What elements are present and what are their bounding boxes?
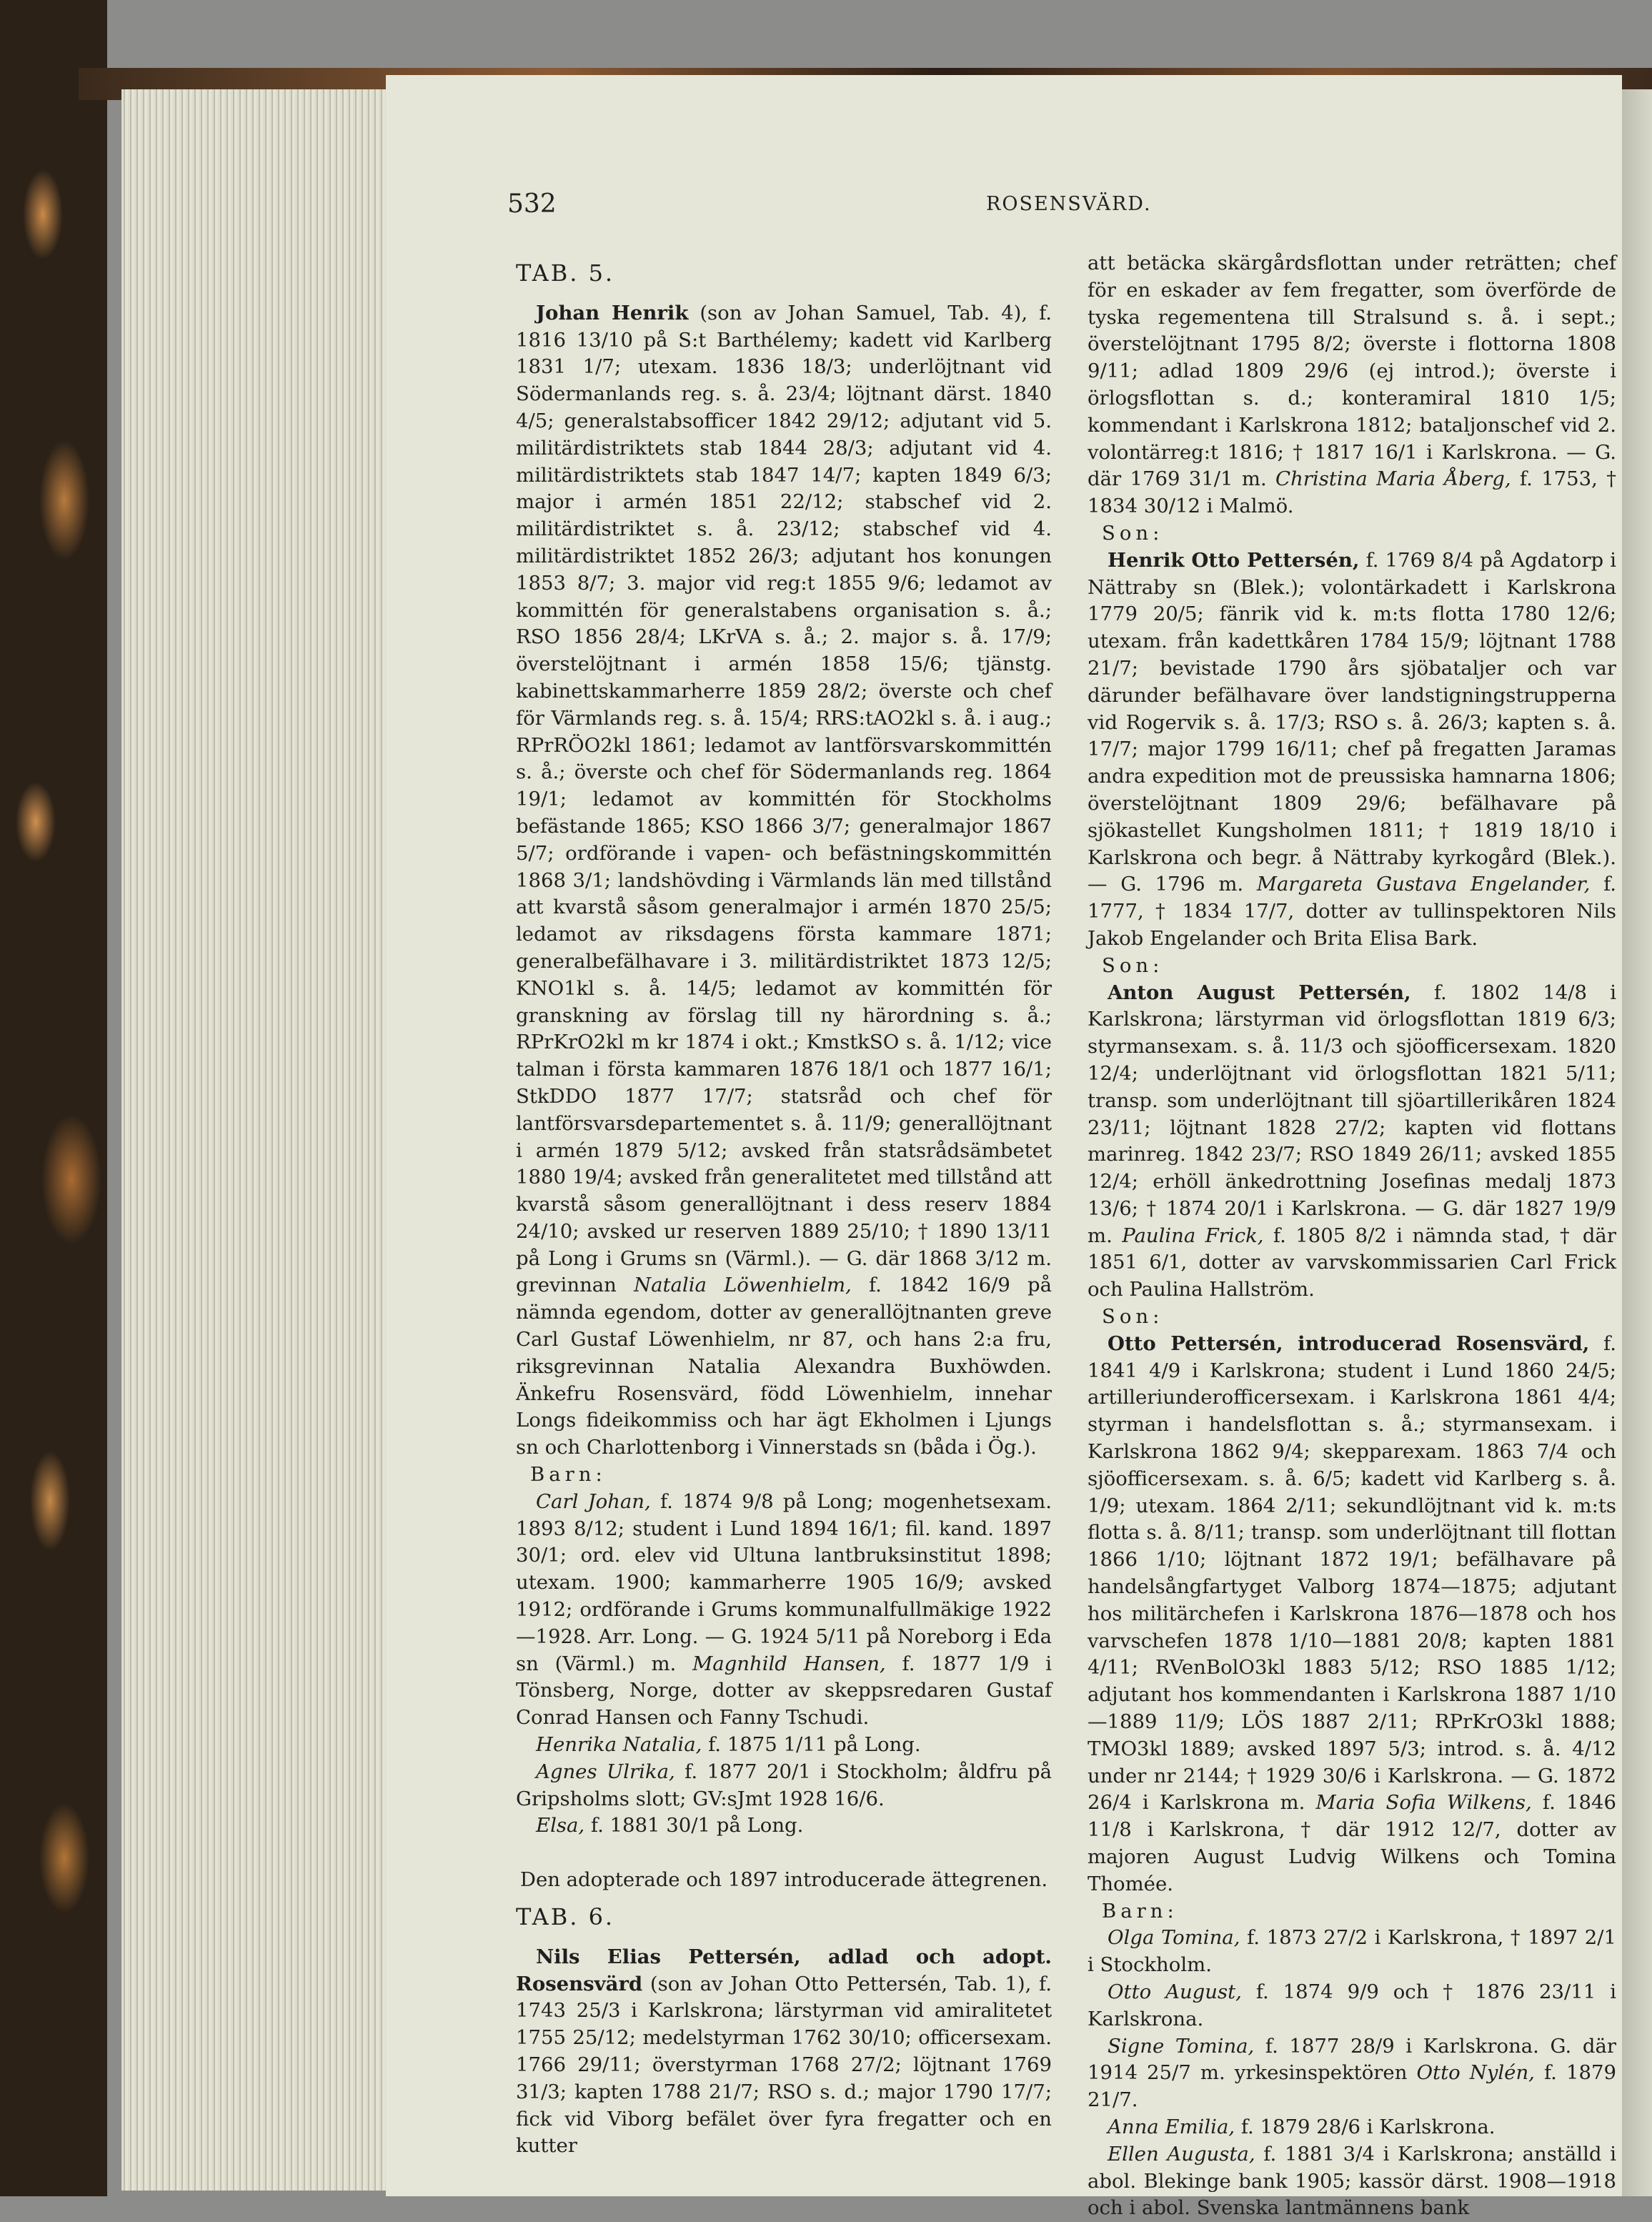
left-column xyxy=(516,250,1052,2160)
c4-text: f. 1879 28/6 i Karlskrona. xyxy=(1240,2115,1496,2138)
tab6-entry xyxy=(516,1944,1052,2160)
c1-name: Olga Tomina, xyxy=(1108,1926,1240,1950)
son-heading: Son: xyxy=(1102,1305,1164,1329)
child-entry xyxy=(1088,1925,1616,1979)
child3-name: Agnes Ulrika, xyxy=(536,1760,675,1783)
continued-wife: Christina Maria Åberg, xyxy=(1275,467,1511,491)
tab5-wife: Natalia Löwenhielm, xyxy=(634,1274,852,1297)
c2-name: Otto August, xyxy=(1108,1980,1242,2003)
tab6-person: Nils Elias Pettersén, adlad och adopt. Rosensvärd xyxy=(516,1945,1052,1995)
continued-text2: f. 1753, † 1834 30/12 i Malmö. xyxy=(1088,467,1616,518)
son3-text: f. 1841 4/9 i Karlskrona; student i Lund 1860 24/5; artilleriunderofficersexam. i Karlskrona 1861 4/4; styrman i handelsflottan s. å.; styrmansexam. i Karlskrona 1862 9/4; skepparexam. 1863 7/4 och sjöofficersexam. s. å. 6/5; kadett vid Karlberg s. å. 1/9; utexam. 1864 2/11; sekundlöjtnant vid k. m:ts flotta s. å. 8/11; transp. som underlöjtnant till flottan 1866 1/10; löjtnant 1872 19/1; befälhavare på handelsångfartyget Valborg 1874—1875; adjutant hos militärchefen i Karlskrona 1876—1878 och hos varvschefen 1878 1/10—1881 20/8; kapten 1881 4/11; RVenBolO3kl 1883 5/12; RSO 1885 1/12; adjutant hos kommendanten i Karlskrona 1887 1/10—1889 11/9; LÖS 1887 2/11; RPrKrO3kl 1888; TMO3kl 1889; avsked 1897 5/3; introd. s. å. 4/12 under nr 2144; † 1929 30/6 i Karlskrona. — G. 1872 26/4 i Karlskrona m. xyxy=(1088,1331,1616,1815)
son-heading: Son: xyxy=(1102,953,1164,977)
c3-husband: Otto Nylén, xyxy=(1416,2061,1535,2085)
son2-text: f. 1802 14/8 i Karlskrona; lärstyrman vid örlogsflottan 1819 6/3; styrmansexam. s. å. 11/3 och sjöofficersexam. 1820 12/4; underlöjtnant vid örlogsflottan 1821 5/11; transp. som underlöjtnant till sjöartillerikåren 1824 23/11; löjtnant 1828 27/2; kapten vid flottans marinreg. 1842 23/7; RSO 1849 26/11; avsked 1855 12/4; erhöll änkedrottning Josefinas medalj 1873 13/6; † 1874 20/1 i Karlskrona. — G. där 1827 19/9 m. xyxy=(1088,981,1616,1247)
continued-text: att betäcka skärgårdsflottan under reträtten; chef för en eskader av fem fregatter, som överförde de tyska regementena till Stralsund s. å. i sept.; överstelöjtnant 1795 8/2; överste i flottorna 1808 9/11; adlad 1809 29/6 (ej introd.); överste i örlogsflottan s. d.; konteramiral 1810 1/5; kommendant i Karlskrona 1812; bataljonschef vid 2. volontärreg:t 1816; † 1817 16/1 i Karlskrona. — G. där 1769 31/1 m. xyxy=(1088,252,1616,491)
page-edges xyxy=(121,89,393,2191)
son3-wife: Maria Sofia Wilkens, xyxy=(1315,1791,1532,1815)
c2-text: f. 1874 9/9 och † 1876 23/11 i Karlskrona. xyxy=(1088,1980,1616,2030)
child1-name: Carl Johan, xyxy=(536,1489,651,1513)
tab5-entry xyxy=(516,300,1052,1462)
tab5-person: Johan Henrik xyxy=(536,301,689,324)
tab5-title: TAB. 5. xyxy=(516,259,615,287)
c4-name: Anna Emilia, xyxy=(1108,2115,1235,2138)
child2-name: Henrika Natalia, xyxy=(536,1733,702,1757)
tab5-text: (son av Johan Samuel, Tab. 4), f. 1816 13/10 på S:t Barthélemy; kadett vid Karlberg 1831 1/7; utexam. 1836 18/3; underlöjtnant vid Södermanlands reg. s. å. 23/4; löjtnant därst. 1840 4/5; generalstabsofficer 1842 29/12; adjutant vid 5. militärdistriktets stab 1844 28/3; adjutant vid 4. militärdistriktets stab 1847 14/7; kapten 1849 6/3; major i armén 1851 22/12; stabschef vid 2. militärdistriktet s. å. 23/12; stabschef vid 4. militärdistriktet 1852 26/3; adjutant hos konungen 1853 8/7; 3. major vid reg:t 1855 9/6; ledamot av kommittén för generalstabens organisation s. å.; RSO 1856 28/4; LKrVA s. å.; 2. major s. å. 17/9; överstelöjtnant i armén 1858 15/6; tjänstg. kabinettskammarherre 1859 28/2; överste och chef för Värmlands reg. s. å. 15/4; RRS:tAO2kl s. å. i aug.; RPrRÖO2kl 1861; ledamot av lantförsvarskommittén s. å.; överste och chef för Södermanlands reg. 1864 19/1; ledamot av kommittén för Stockholms befästande 1865; KSO 1866 3/7; generalmajor 1867 5/7; ordförande i vapen- och befästningskommittén 1868 3/1; landshövding i Värmlands län med tillstånd att kvarstå såsom generalmajor i armén 1870 25/5; ledamot av riksdagens första kammare 1871; generalbefälhavare i 3. militärdistriktet 1873 12/5; KNO1kl s. å. 14/5; ledamot av kommittén för granskning av förslag till ny härordning s. å.; RPrKrO2kl m kr 1874 i okt.; KmstkSO s. å. 1/12; vice talman i första kammaren 1876 18/1 och 1877 16/1; StkDDO 1877 17/7; statsråd och chef för lantförsvarsdepartementet s. å. 11/9; generallöjtnant i armén 1879 5/12; avsked från statsrådsämbetet 1880 19/4; avsked från generalitetet med tillstånd att kvarstå såsom generallöjtnant i dess reserv 1884 24/10; avsked ur reserven 1889 25/10; † 1890 13/11 på Long i Grums sn (Värml.). — G. där 1868 3/12 m. grevinnan xyxy=(516,301,1053,1297)
closing-line: Den adopterade och 1897 introducerade ättegrenen. xyxy=(519,1868,1048,1892)
son1-name: Henrik Otto Pettersén, xyxy=(1108,548,1360,572)
child-entry xyxy=(1088,2141,1616,2222)
barn-heading: Barn: xyxy=(1102,1899,1178,1923)
son2-wife: Paulina Frick, xyxy=(1122,1224,1264,1247)
c3-name: Signe Tomina, xyxy=(1108,2034,1255,2058)
son1-text: f. 1769 8/4 på Agdatorp i Nättraby sn (Blek.); volontärkadett i Karlskrona 1779 20/5; fänrik vid k. m:ts flotta 1780 12/6; utexam. från kadettkåren 1784 15/9; löjtnant 1788 21/7; bevistade 1790 års sjöbataljer och var därunder befälhavare över landstigningstrupperna vid Rogervik s. å. 17/3; RSO s. å. 26/3; kapten s. å. 17/7; major 1799 16/11; chef på fregatten Jaramas andra expedition mot de preussiska hamnarna 1806; överstelöjtnant 1809 29/6; befälhavare på sjökastellet Kungsholmen 1811; † 1819 18/10 i Karlskrona och begr. å Nättraby kyrkogård (Blek.). — G. 1796 m. xyxy=(1088,548,1616,896)
c5-name: Ellen Augusta, xyxy=(1108,2142,1255,2166)
child-entry xyxy=(516,1489,1052,1732)
son2-text2: f. 1805 8/2 i nämnda stad, † där 1851 6/1, dotter av varvskommissarien Carl Frick och Paulina Hallström. xyxy=(1088,1224,1616,1301)
son1-wife: Margareta Gustava Engelander, xyxy=(1256,873,1591,896)
son3-name: Otto Pettersén, introducerad Rosensvärd, xyxy=(1108,1331,1590,1355)
child-entry xyxy=(516,1759,1052,1813)
son-entry xyxy=(1088,547,1616,953)
c1-text: f. 1873 27/2 i Karlskrona, † 1897 2/1 i Stockholm. xyxy=(1088,1926,1616,1977)
child-entry xyxy=(1088,1979,1616,2033)
c3-text2: f. 1879 21/7. xyxy=(1088,2061,1616,2112)
right-column xyxy=(1088,250,1616,2222)
running-head: ROSENSVÄRD. xyxy=(986,193,1152,215)
son-entry xyxy=(1088,980,1616,1304)
son-heading: Son: xyxy=(1102,521,1164,545)
child-entry xyxy=(516,1732,1052,1759)
son2-name: Anton August Pettersén, xyxy=(1108,981,1411,1004)
barn-heading: Barn: xyxy=(530,1463,607,1487)
c3-text: f. 1877 28/9 i Karlskrona. G. där 1914 25/7 m. yrkesinspektören xyxy=(1088,2034,1616,2085)
son3-text2: f. 1846 11/8 i Karlskrona, † där 1912 12/7, dotter av majoren August Ludvig Wilkens och Tomina Thomée. xyxy=(1088,1791,1616,1895)
son-entry xyxy=(1088,1331,1616,1898)
book-cover xyxy=(0,0,107,2196)
c5-text: f. 1881 3/4 i Karlskrona; anställd i abol. Blekinge bank 1905; kassör därst. 1908—1918 och i abol. Svenska lantmännens bank xyxy=(1088,2142,1617,2220)
tab6-text: (son av Johan Otto Pettersén, Tab. 1), f. 1743 25/3 i Karlskrona; lärstyrman vid amiralitetet 1755 25/12; medelstyrman 1762 30/10; officersexam. 1766 29/11; överstyrman 1768 27/2; löjtnant 1769 31/3; kapten 1788 21/7; RSO s. d.; major 1790 17/7; fick vid Viborg befälet över fyra fregatter och en kutter xyxy=(516,1972,1052,2158)
continued-entry xyxy=(1088,250,1616,520)
tab5-text2: f. 1842 16/9 på nämnda egendom, dotter av generallöjtnanten greve Carl Gustaf Löwenhielm, nr 87, och hans 2:a fru, riksgrevinnan Natalia Alexandra Buxhöwden. Änkefru Rosensvärd, född Löwenhielm, innehar Longs fideikommiss och har ägt Ekholmen i Ljungs sn och Charlottenborg i Vinnerstads sn (båda i Ög.). xyxy=(516,1274,1053,1459)
child4-text: f. 1881 30/1 på Long. xyxy=(590,1814,804,1837)
child4-name: Elsa, xyxy=(536,1814,585,1837)
son1-text2: f. 1777, † 1834 17/7, dotter av tullinspektoren Nils Jakob Engelander och Brita Elisa Bark. xyxy=(1088,873,1617,950)
child1-text2: f. 1877 1/9 i Tönsberg, Norge, dotter av skeppsredaren Gustaf Conrad Hansen och Fanny Tschudi. xyxy=(516,1652,1052,1730)
child1-text: f. 1874 9/8 på Long; mogenhetsexam. 1893 8/12; student i Lund 1894 16/1; fil. kand. 1897 30/1; ord. elev vid Ultuna lantbruksinstitut 1898; utexam. 1900; kammarherre 1905 16/9; avsked 1912; ordförande i Grums kommunalfullmäkige 1922—1928. Arr. Long. — G. 1924 5/11 på Noreborg i Eda sn (Värml.) m. xyxy=(516,1489,1052,1675)
child1-wife: Magnhild Hansen, xyxy=(692,1652,886,1675)
child3-text: f. 1877 20/1 i Stockholm; åldfru på Gripsholms slott; GV:sJmt 1928 16/6. xyxy=(516,1760,1052,1810)
child2-text: f. 1875 1/11 på Long. xyxy=(708,1733,921,1757)
page-number: 532 xyxy=(507,189,557,219)
tab6-title: TAB. 6. xyxy=(516,1903,615,1931)
child-entry xyxy=(1088,2114,1616,2141)
child-entry xyxy=(516,1812,1052,1840)
child-entry xyxy=(1088,2033,1616,2114)
